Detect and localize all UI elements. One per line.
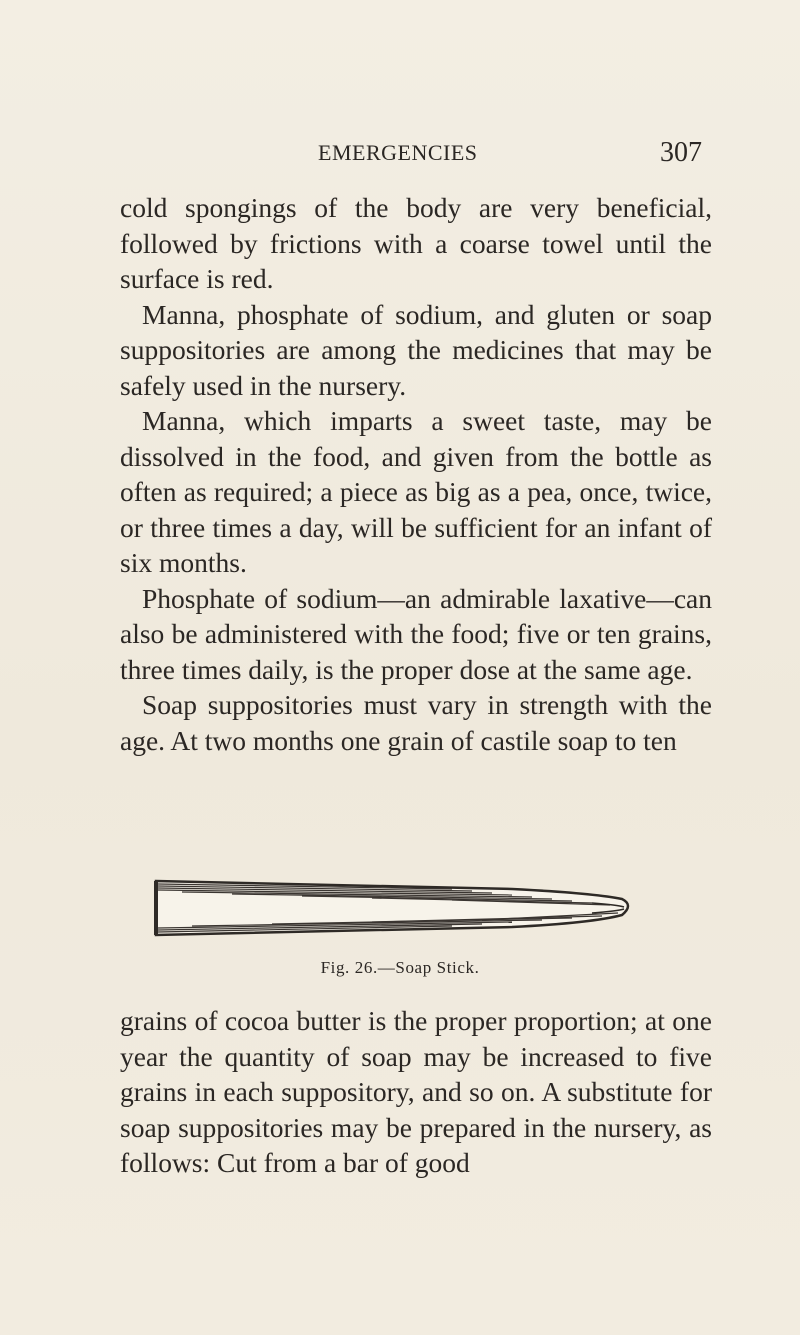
running-head bbox=[0, 137, 800, 174]
paragraph: Soap suppositories must vary in strength with the age. At two months one grain of castile soap to ten bbox=[120, 689, 712, 756]
paragraph: Manna, which imparts a sweet taste, may be dissolved in the food, and given from the bottle as often as required; a piece as big as a pea, once, twice, or three times a day, will be sufficient for an infant of six months. bbox=[120, 405, 712, 578]
page-number: 307 bbox=[660, 137, 702, 168]
running-title: EMERGENCIES bbox=[318, 140, 478, 165]
paragraph: Manna, phosphate of sodium, and gluten or soap suppositories are among the medicines that may be safely used in the nursery. bbox=[120, 298, 712, 401]
paragraph: cold spongings of the body are very beneficial, followed by frictions with a coarse towel until the surface is red. bbox=[120, 192, 712, 294]
text-block-top bbox=[120, 190, 712, 758]
paragraph: Phosphate of sodium—an admirable laxative—can also be administered with the food; five or ten grains, three times daily, is the proper dose at the same age. bbox=[120, 582, 712, 685]
text-block-bottom bbox=[120, 1003, 712, 1181]
figure-caption: Fig. 26.—Soap Stick. bbox=[320, 958, 480, 977]
paragraph: grains of cocoa butter is the proper proportion; at one year the quantity of soap may be increased to five grains in each suppository, and so on. A substitute for soap suppositories may be prepared in the nursery, as follows: Cut from a bar of good bbox=[120, 1005, 712, 1178]
soap-stick-illustration bbox=[152, 875, 642, 939]
